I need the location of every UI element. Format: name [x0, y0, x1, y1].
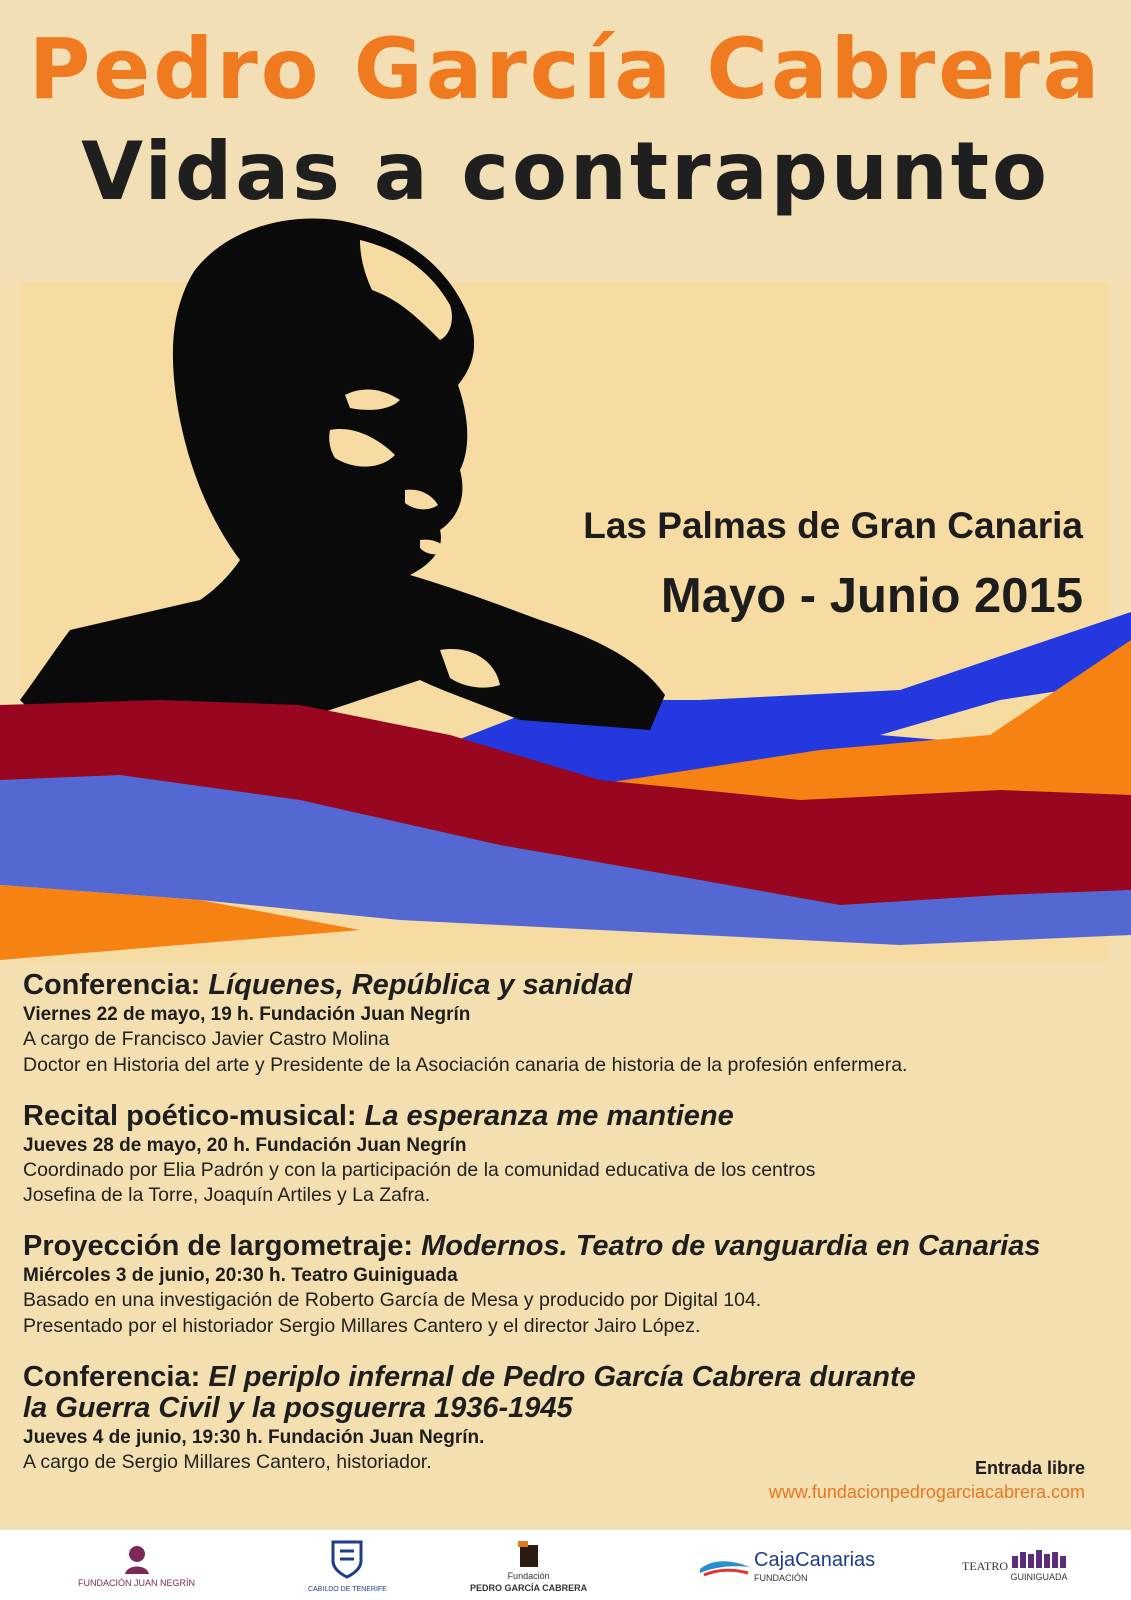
- event-when: Miércoles 3 de junio, 20:30 h. Teatro Guiniguada: [23, 1265, 458, 1287]
- logo-teatro-guiniguada: [962, 1538, 1068, 1594]
- logo-cabildo-tenerife: [308, 1538, 387, 1594]
- event-title: [23, 970, 1118, 1001]
- logo-cabildo-text: CABILDO DE TENERIFE: [308, 1585, 387, 1593]
- logo-teatro-text: TEATRO: [962, 1558, 1008, 1573]
- event-item: [23, 970, 1118, 1079]
- event-detail: Josefina de la Torre, Joaquín Artiles y La Zafra.: [23, 1184, 431, 1207]
- event-detail: Presentado por el historiador Sergio Millares Cantero y el director Jairo López.: [23, 1315, 701, 1337]
- event-detail: Basado en una investigación de Roberto García de Mesa y producido por Digital 104.: [23, 1289, 762, 1312]
- event-list: [23, 970, 1118, 1498]
- poster-title: Pedro García Cabrera: [28, 20, 1103, 118]
- event-type: Recital poético-musical:: [23, 1099, 357, 1132]
- event-item: [23, 1231, 1118, 1340]
- sponsor-logos-bar: [0, 1530, 1131, 1600]
- logo-negrin-text: FUNDACIÓN JUAN NEGRÍN: [78, 1577, 196, 1588]
- free-entry-note: Entrada libre: [974, 1458, 1085, 1478]
- event-title: [23, 1231, 1118, 1262]
- logo-fundacion-juan-negrin: [78, 1538, 195, 1594]
- portrait-silhouette: [20, 219, 665, 730]
- event-detail: A cargo de Francisco Javier Castro Molina: [23, 1028, 390, 1051]
- event-type: Conferencia:: [23, 1360, 201, 1393]
- event-detail: Coordinado por Elia Padrón y con la participación de la comunidad educativa de los centros: [23, 1158, 816, 1181]
- logo-teatro-name: GUINIGUADA: [1010, 1571, 1068, 1582]
- portrait-logo-icon: [120, 1544, 154, 1574]
- event-name: La esperanza me mantiene: [364, 1099, 734, 1132]
- tower-icon: [516, 1539, 542, 1567]
- event-type: Proyección de largometraje:: [23, 1230, 414, 1263]
- event-name-continued: la Guerra Civil y la posguerra 1936-1945: [23, 1392, 573, 1425]
- logo-pgc-top: Fundación: [507, 1570, 550, 1581]
- website-link[interactable]: www.fundacionpedrogarciacabrera.com: [768, 1482, 1085, 1502]
- logo-caja-text: CajaCanarias: [754, 1548, 876, 1571]
- event-name: Líquenes, República y sanidad: [208, 969, 633, 1001]
- theatre-building-icon: [1010, 1550, 1068, 1568]
- event-name: El periplo infernal de Pedro García Cabrera durante: [208, 1360, 916, 1393]
- event-item: [23, 1362, 1118, 1476]
- event-when: Jueves 28 de mayo, 20 h. Fundación Juan Negrín: [23, 1134, 467, 1156]
- event-type: Conferencia:: [23, 969, 201, 1001]
- event-detail: A cargo de Sergio Millares Cantero, historiador.: [23, 1451, 432, 1474]
- wave-logo-icon: [700, 1555, 750, 1577]
- event-title: [23, 1101, 1118, 1132]
- event-detail: Doctor en Historia del arte y Presidente de la Asociación canaria de historia de la profesión enfermera.: [23, 1053, 908, 1076]
- shield-icon: [330, 1539, 364, 1579]
- location: Las Palmas de Gran Canaria: [583, 505, 1083, 546]
- logo-caja-sub: FUNDACIÓN: [754, 1572, 808, 1583]
- event-when: Jueves 4 de junio, 19:30 h. Fundación Juan Negrín.: [23, 1427, 485, 1449]
- event-when: Viernes 22 de mayo, 19 h. Fundación Juan Negrín: [23, 1004, 471, 1026]
- event-title: [23, 1362, 1118, 1425]
- event-item: [23, 1101, 1118, 1210]
- logo-fundacion-pgc: [470, 1538, 587, 1594]
- period: Mayo - Junio 2015: [660, 569, 1083, 623]
- logo-cajacanarias: [700, 1538, 875, 1594]
- event-name: Modernos. Teatro de vanguardia en Canarias: [421, 1230, 1041, 1263]
- poster-subtitle: Vidas a contrapunto: [81, 125, 1050, 218]
- logo-pgc-bottom: PEDRO GARCÍA CABRERA: [470, 1582, 588, 1593]
